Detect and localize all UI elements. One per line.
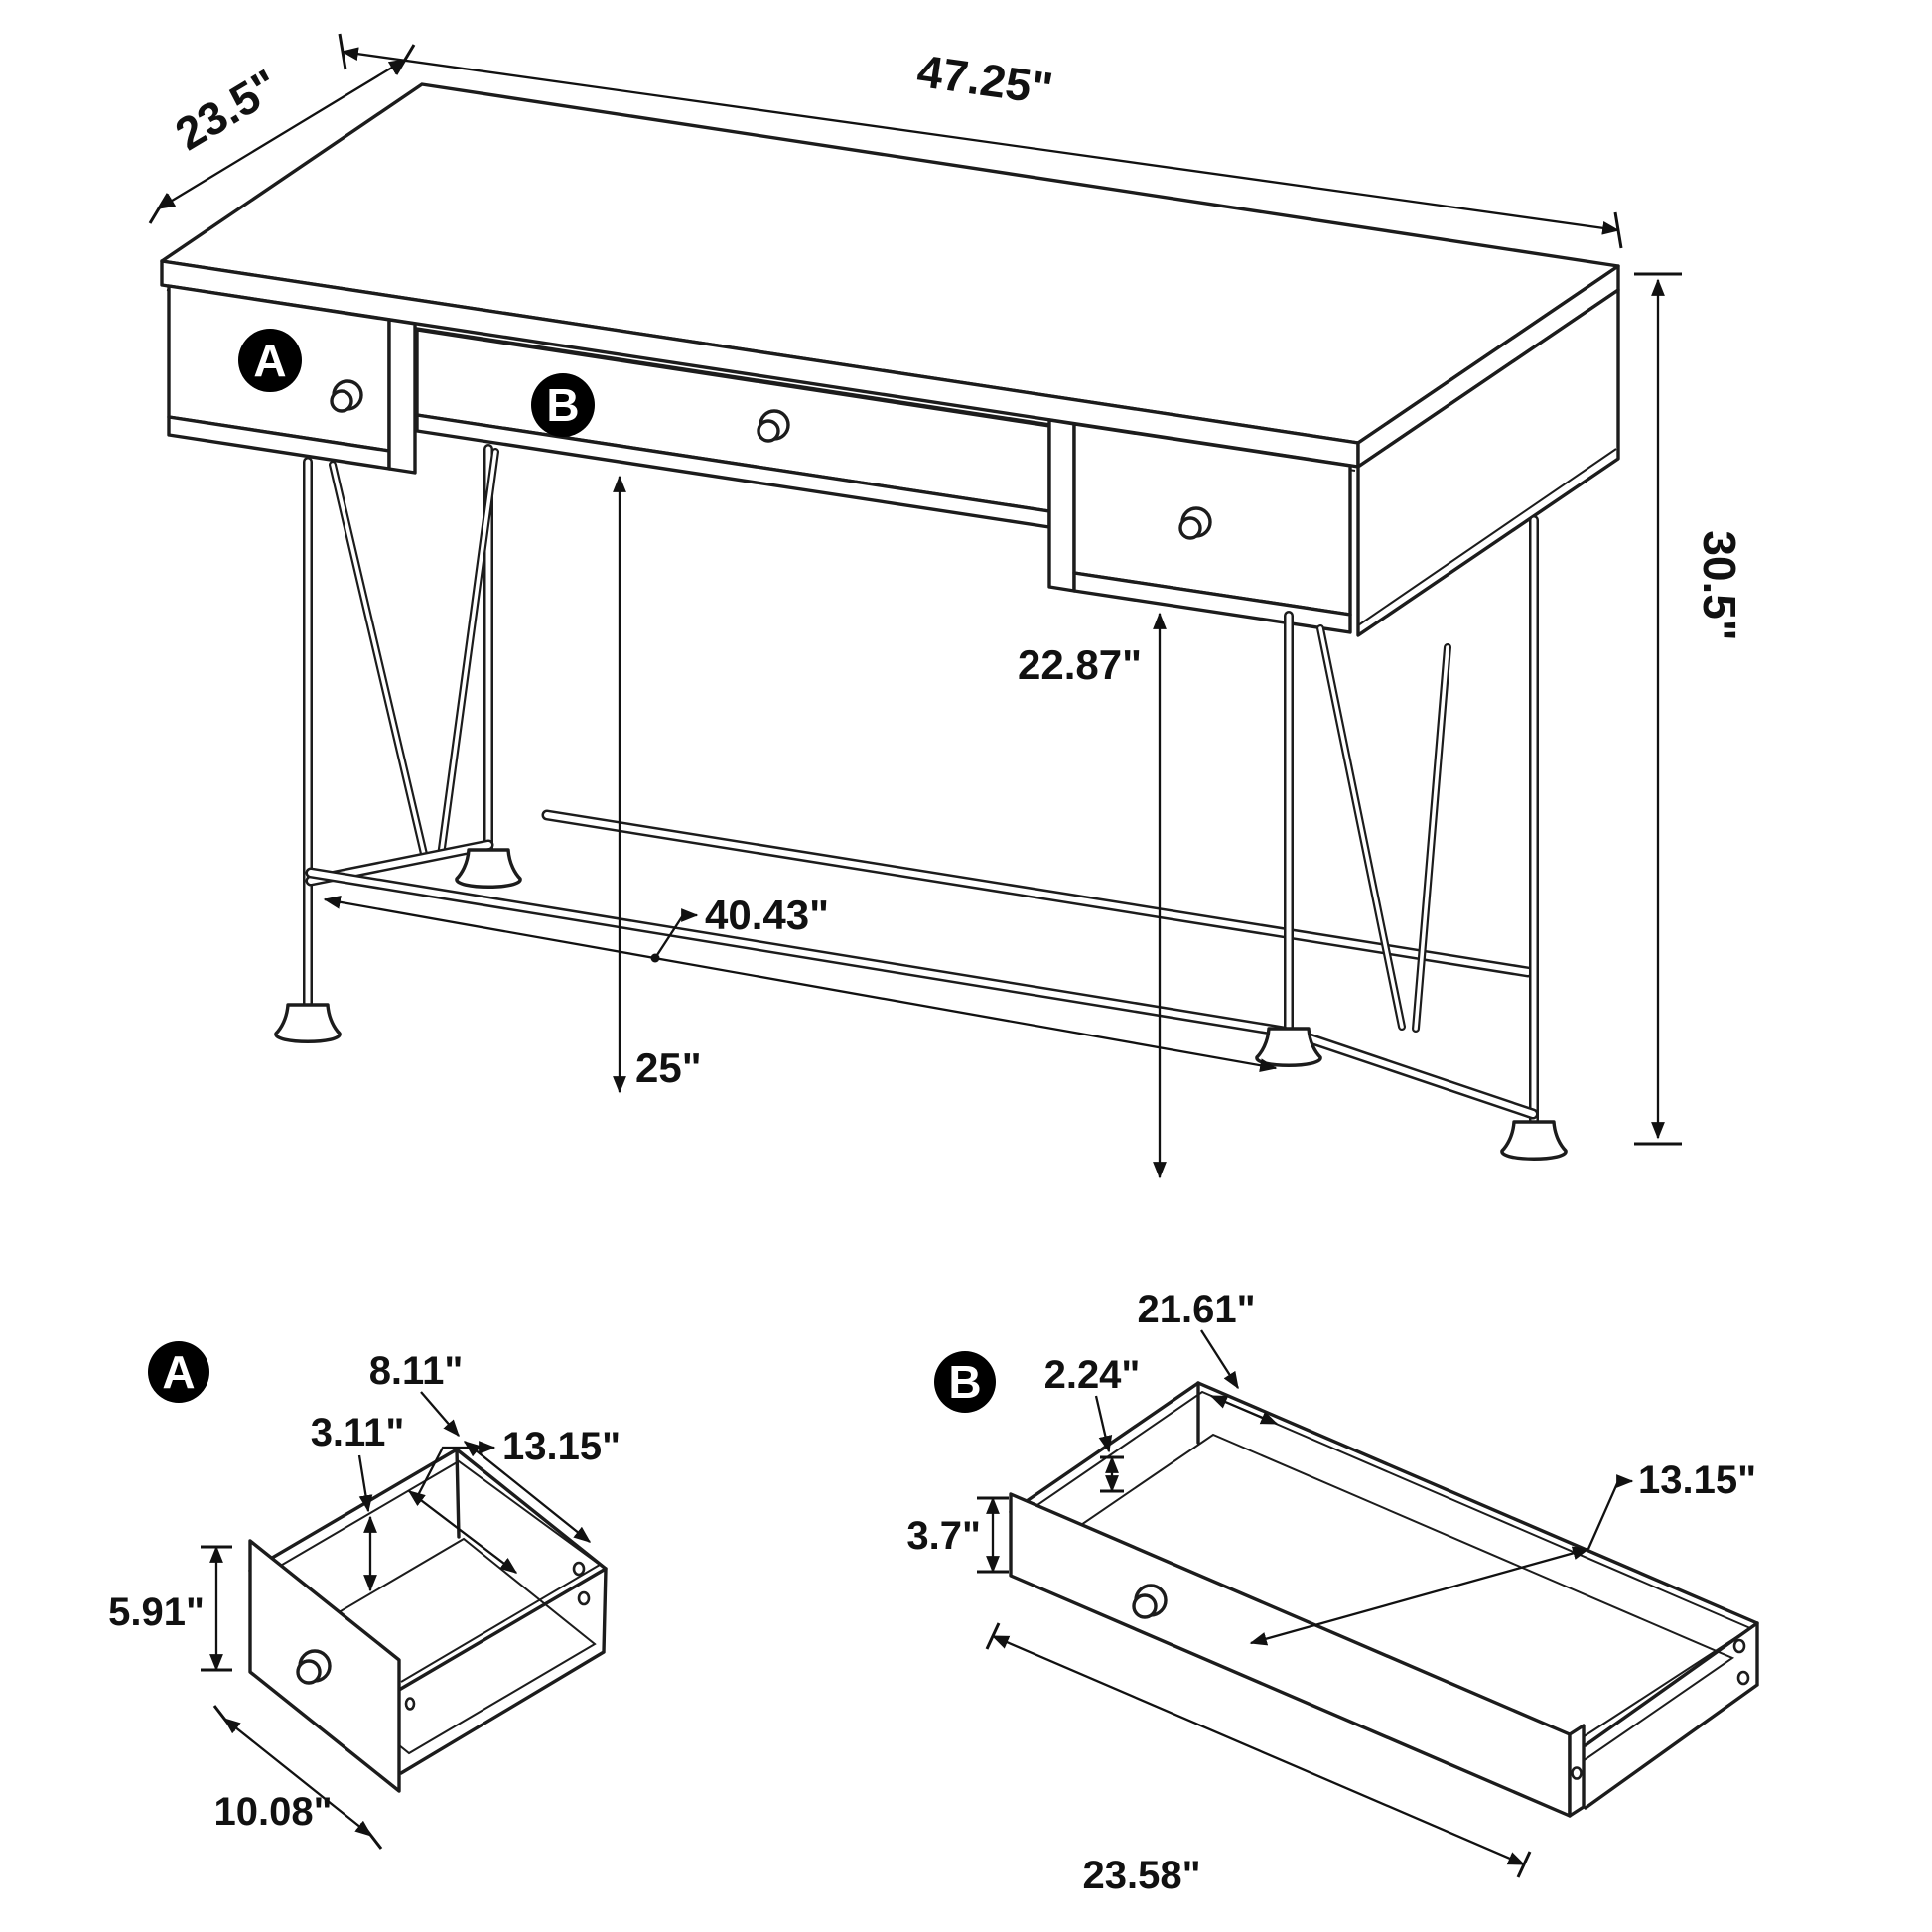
detail-a-dimensions <box>108 1349 621 1849</box>
dim-b-interior-depth <box>1251 1458 1756 1643</box>
badge-b-main-letter: B <box>546 379 580 431</box>
dim-top-depth-label: 23.5" <box>166 59 288 161</box>
detail-b-view <box>906 1288 1757 1897</box>
dim-b-rail-height <box>1044 1353 1141 1491</box>
dim-b-front-width-label: 23.58" <box>1082 1854 1201 1897</box>
drawer-a-wall-edges <box>401 1449 606 1773</box>
v-brace-right-front-fill <box>1320 628 1402 1027</box>
dim-a-front-height-label: 5.91" <box>108 1590 205 1634</box>
dim-a-interior-height-label: 3.11" <box>310 1411 405 1454</box>
right-drawer-knob <box>1180 508 1210 538</box>
dim-knee-clearance-label: 25" <box>635 1044 702 1091</box>
dim-a-interior-depth-label: 13.15" <box>502 1425 621 1468</box>
drawer-b-front-panel <box>1011 1494 1570 1816</box>
screw-hole <box>406 1699 414 1710</box>
badge-a-main <box>238 329 302 392</box>
dim-b-rail-height-label: 2.24" <box>1043 1353 1141 1397</box>
v-brace-right-back-fill <box>1416 647 1448 1029</box>
dim-a-interior-width-label: 8.11" <box>368 1349 464 1393</box>
dim-b-front-height-label: 3.7" <box>906 1514 981 1558</box>
foot-front-left <box>276 1005 340 1041</box>
dim-knee-clearance <box>620 477 702 1092</box>
screw-hole <box>1734 1640 1744 1652</box>
drawer-b-detail-knob <box>1134 1586 1166 1617</box>
dim-b-interior-depth-label: 13.15" <box>1638 1458 1757 1502</box>
badge-b-detail-letter: B <box>948 1356 982 1408</box>
right-side-stretcher-fill <box>1292 1033 1533 1114</box>
dim-b-interior-width-label: 21.61" <box>1137 1288 1256 1331</box>
detail-a-view <box>108 1341 621 1849</box>
drawer-b-knob <box>759 411 788 441</box>
frame-post-right <box>1049 420 1074 591</box>
dim-a-front-height <box>108 1547 232 1670</box>
v-brace-left-front-fill <box>333 465 424 854</box>
drawer-b-box <box>1011 1383 1757 1816</box>
dim-overall-height <box>1634 274 1745 1144</box>
badge-b-detail <box>934 1351 996 1413</box>
badge-a-main-letter: A <box>253 335 287 386</box>
drawer-a-box <box>250 1449 606 1791</box>
dim-b-front-height <box>906 1498 1009 1572</box>
badge-a-detail <box>148 1341 209 1403</box>
drawer-a-detail-knob <box>298 1651 330 1683</box>
dim-between-legs-label: 40.43" <box>705 892 830 938</box>
dim-overall-height-label: 30.5" <box>1694 530 1745 641</box>
badge-a-detail-letter: A <box>162 1346 196 1398</box>
detail-b-dimensions <box>906 1288 1756 1897</box>
dim-a-interior-depth <box>409 1425 621 1573</box>
dim-top-width-label: 47.25" <box>913 44 1056 115</box>
foot-back-left <box>457 850 520 887</box>
screw-hole <box>1738 1672 1748 1684</box>
back-stretcher-fill <box>547 815 1528 972</box>
screw-hole <box>574 1563 584 1575</box>
screw-hole <box>579 1592 589 1604</box>
dim-b-interior-width <box>1137 1288 1277 1424</box>
badge-b-main <box>531 373 595 437</box>
foot-back-right <box>1502 1122 1566 1159</box>
dim-between-legs <box>325 892 1276 1068</box>
dim-under-drawer-clearance-label: 22.87" <box>1017 641 1142 688</box>
main-view <box>150 34 1745 1177</box>
frame-post-left <box>389 320 415 473</box>
drawer-a-knob <box>332 381 361 411</box>
dim-a-front-width-label: 10.08" <box>213 1790 333 1834</box>
